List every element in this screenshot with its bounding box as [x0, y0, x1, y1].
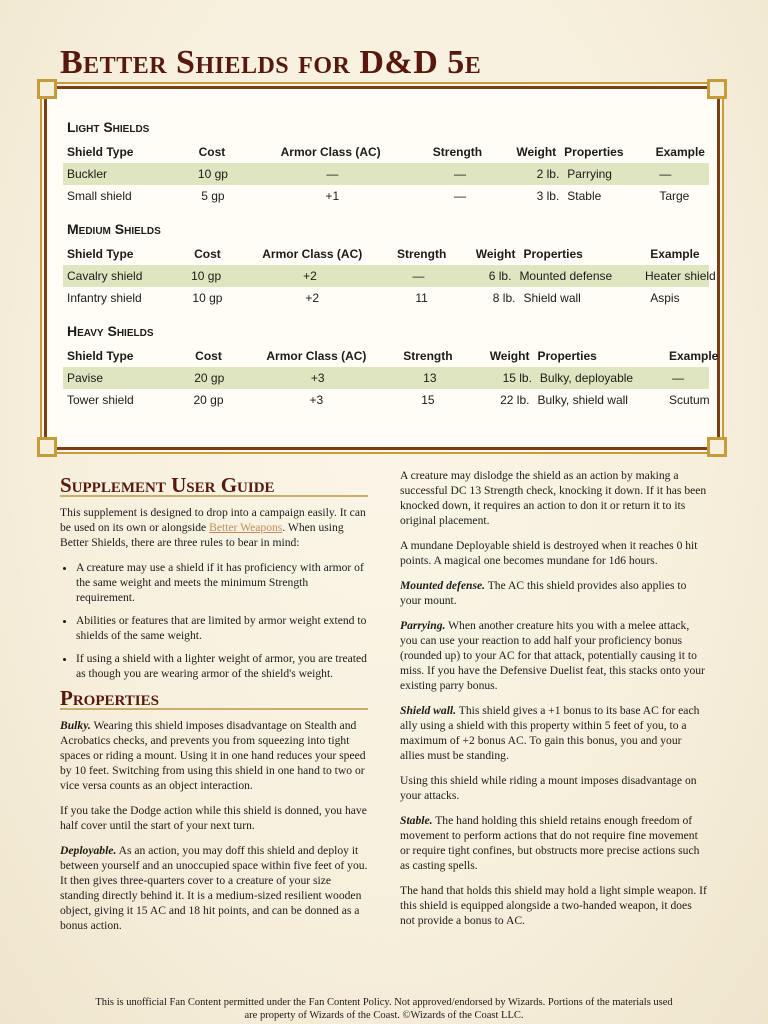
- table-cell: 8 lb.: [492, 291, 516, 305]
- shield-table: [63, 243, 716, 309]
- property-stable: Stable. The hand holding this shield retains enough freedom of movement to perform actions that do not require fine movement or require tight confines, but obstructs more precise actions such as casting spells.: [400, 814, 700, 872]
- table-cell: Weight: [489, 349, 530, 363]
- table-cell: Armor Class (AC): [280, 145, 381, 159]
- table-cell: 11: [415, 291, 428, 305]
- property-shield-wall-note: Using this shield while riding a mount imposes disadvantage on your attacks.: [400, 774, 697, 802]
- shield-table: [63, 141, 709, 207]
- table-cell: Shield Type: [67, 247, 134, 261]
- table-cell: 10 gp: [191, 269, 222, 283]
- shield-tables: [63, 119, 719, 425]
- frame-corner: [707, 437, 727, 457]
- frame-corner: [37, 437, 57, 457]
- table-cell: Weight: [475, 247, 516, 261]
- table-cell: —: [672, 371, 685, 385]
- frame-corner: [707, 79, 727, 99]
- shield-table: [63, 345, 719, 411]
- table-cell: 10 gp: [192, 291, 223, 305]
- legal-footer: This is unofficial Fan Content permitted under the Fan Content Policy. Not approved/endorsed by Wizards. Portions of the materials used are property of Wizards of the Coast. ©Wizards of the Coast LLC.: [95, 997, 673, 1021]
- table-header-row: [63, 141, 709, 163]
- table-cell: Strength: [403, 349, 453, 363]
- left-column: [60, 468, 368, 943]
- property-bulky: Bulky. Wearing this shield imposes disadvantage on Stealth and Acrobatics checks, and prevents you from squeezing into tight spaces or riding a mount. Using it in one hand reduces your speed by 10 feet. Switching from using this shield in one hand to two or vice versa counts as an object interaction.: [60, 719, 366, 792]
- table-cell: Mounted defense: [519, 269, 613, 283]
- better-weapons-link[interactable]: Better Weapons: [209, 521, 283, 534]
- table-cell: Weight: [516, 145, 557, 159]
- table-header-row: [63, 243, 709, 265]
- table-cell: 5 gp: [201, 189, 225, 203]
- table-cell: 10 gp: [197, 167, 228, 181]
- property-parrying: Parrying. When another creature hits you with a melee attack, you can use your reaction to add half your proficiency bonus (rounded up) to your AC for that attack, potentially causing it to miss. If you have the Defensive Duelist feat, this stacks onto your existing parry bonus.: [400, 619, 705, 692]
- table-cell: +2: [303, 269, 317, 283]
- property-mounted-defense: Mounted defense. The AC this shield provides also applies to your mount.: [400, 579, 687, 607]
- table-cell: Tower shield: [67, 393, 134, 407]
- list-item: • A creature may use a shield if it has proficiency with armor of the same weight and meets the minimum Strength requirement.: [76, 560, 368, 605]
- table-cell: Bulky, shield wall: [537, 393, 628, 407]
- table-cell: Shield wall: [523, 291, 581, 305]
- guide-heading: Supplement User Guide: [60, 478, 368, 497]
- table-cell: Scutum: [668, 393, 710, 407]
- table-cell: +1: [325, 189, 340, 203]
- table-cell: —: [659, 167, 672, 181]
- table-cell: Example: [668, 349, 719, 363]
- table-cell: 2 lb.: [536, 167, 560, 181]
- property-shield-wall: Shield wall. This shield gives a +1 bonus to its base AC for each ally using a shield with this property within 5 feet of you, to a maximum of +2 bonus AC. To gain this bonus, you and your allies must be standing.: [400, 704, 700, 762]
- table-title: Medium Shields: [67, 221, 161, 237]
- table-row: [63, 265, 716, 287]
- table-cell: Armor Class (AC): [266, 349, 367, 363]
- table-cell: Properties: [523, 247, 583, 261]
- table-header-row: [63, 345, 719, 367]
- table-cell: 20 gp: [194, 371, 225, 385]
- properties-heading: Properties: [60, 691, 368, 710]
- table-cell: Strength: [432, 145, 483, 159]
- table-cell: +3: [310, 371, 325, 385]
- table-cell: Strength: [396, 247, 447, 261]
- table-cell: Parrying: [567, 167, 612, 181]
- table-cell: —: [453, 189, 466, 203]
- table-cell: +2: [305, 291, 320, 305]
- table-cell: 22 lb.: [500, 393, 530, 407]
- table-cell: Stable: [567, 189, 602, 203]
- table-row: [63, 287, 709, 309]
- property-deployable-destroyed: A mundane Deployable shield is destroyed when it reaches 0 hit points. A magical one becomes mundane for 1d6 hours.: [400, 539, 698, 567]
- property-deployable: Deployable. As an action, you may doff this shield and deploy it between yourself and an unoccupied space within five feet of you. It then gives three-quarters cover to a creature of your size standing directly behind it. It is a medium-sized resilient wooden object, giving it 15 AC and 18 hit points, and can be donned as a bonus action.: [60, 844, 368, 932]
- table-cell: Shield Type: [67, 349, 134, 363]
- table-cell: Cavalry shield: [67, 269, 143, 283]
- table-cell: Bulky, deployable: [539, 371, 634, 385]
- table-cell: Shield Type: [67, 145, 134, 159]
- list-item: • Abilities or features that are limited by armor weight extend to shields of the same weight.: [76, 613, 368, 643]
- table-cell: Cost: [198, 145, 226, 159]
- table-cell: Example: [655, 145, 705, 159]
- right-column: [400, 468, 708, 943]
- property-stable-note: The hand that holds this shield may hold a light simple weapon. If this shield is equipped alongside a two-handed weapon, it does not provide a bonus to AC.: [400, 884, 707, 927]
- table-title: Light Shields: [67, 119, 150, 135]
- table-cell: Properties: [537, 349, 597, 363]
- table-cell: —: [326, 167, 339, 181]
- table-row: [63, 163, 709, 185]
- table-row: [63, 367, 709, 389]
- guide-rules-list: [60, 560, 368, 681]
- frame-corner: [37, 79, 57, 99]
- table-cell: —: [412, 269, 425, 283]
- property-bulky-note: If you take the Dodge action while this shield is donned, you have half cover until the start of your next turn.: [60, 804, 367, 832]
- body-columns: [60, 468, 708, 943]
- table-cell: 20 gp: [193, 393, 224, 407]
- table-cell: +3: [309, 393, 324, 407]
- table-cell: Heater shield: [645, 269, 716, 283]
- table-cell: 3 lb.: [536, 189, 560, 203]
- shield-tables-frame: [44, 86, 720, 450]
- table-row: [63, 185, 709, 207]
- table-cell: Aspis: [650, 291, 680, 305]
- list-item: • If using a shield with a lighter weight of armor, you are treated as though you are wearing armor of the shield's weight.: [76, 651, 368, 681]
- property-deployable-dislodge: A creature may dislodge the shield as an action by making a successful DC 13 Strength check, knocking it down. If it has been knocked down, it requires an action to don it or return it to its original placement.: [400, 469, 707, 527]
- table-cell: Cost: [195, 349, 222, 363]
- table-cell: —: [453, 167, 466, 181]
- table-cell: Pavise: [67, 371, 104, 385]
- table-cell: Cost: [194, 247, 221, 261]
- table-title: Heavy Shields: [67, 323, 154, 339]
- page-title: Better Shields for D&D 5e: [60, 44, 482, 81]
- table-cell: Properties: [564, 145, 624, 159]
- table-cell: 15: [421, 393, 435, 407]
- table-cell: Buckler: [67, 167, 108, 181]
- table-cell: Infantry shield: [67, 291, 142, 305]
- table-cell: Armor Class (AC): [262, 247, 363, 261]
- table-cell: Small shield: [67, 189, 132, 203]
- table-cell: 6 lb.: [488, 269, 512, 283]
- table-cell: Targe: [659, 189, 690, 203]
- guide-intro: This supplement is designed to drop into a campaign easily. It can be used on its own or alongside Better Weapons. When using Better Shields, there are three rules to bear in mind:: [60, 506, 366, 549]
- table-cell: 15 lb.: [502, 371, 532, 385]
- table-cell: Example: [650, 247, 700, 261]
- table-cell: 13: [423, 371, 437, 385]
- table-row: [63, 389, 709, 411]
